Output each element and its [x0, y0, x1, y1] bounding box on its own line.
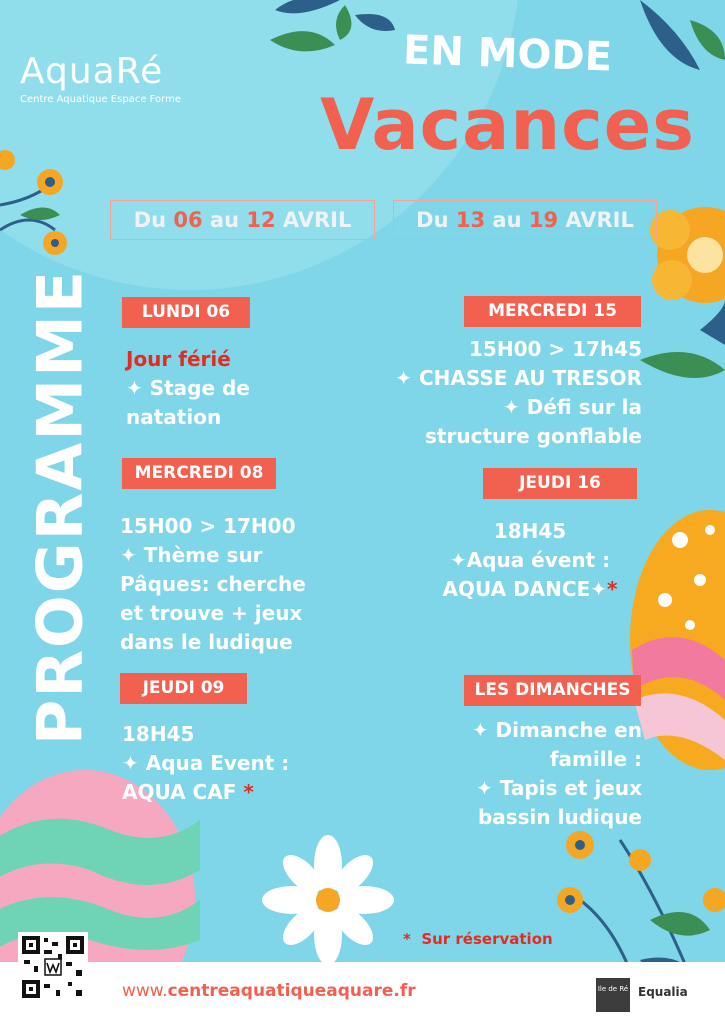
- website-domain: centreaquatiqueaquare.fr: [167, 981, 416, 1001]
- day-tag-jeudi-09: JEUDI 09: [120, 673, 247, 704]
- ile-de-re-logo: [596, 978, 630, 1012]
- reservation-note-star: *: [403, 930, 411, 948]
- event-dimanches: [400, 716, 642, 832]
- reservation-note-text: Sur réservation: [421, 930, 553, 948]
- event-line: 18H45: [122, 722, 195, 746]
- period-1-au: au: [209, 208, 240, 232]
- period-1-du: Du: [133, 208, 167, 232]
- website-link[interactable]: [122, 981, 416, 1001]
- event-line: ✦ CHASSE AU TRESOR: [395, 366, 642, 390]
- day-tag-mercredi-08: MERCREDI 08: [122, 458, 276, 489]
- qr-code[interactable]: [18, 932, 88, 1002]
- event-line: ✦Aqua évent :: [449, 548, 611, 572]
- event-line: 15H00 > 17H00: [120, 514, 296, 538]
- event-mercredi-08: [120, 512, 360, 657]
- event-line: 15H00 > 17h45: [469, 337, 642, 361]
- period-1: [110, 200, 375, 240]
- reservation-star: *: [607, 577, 618, 601]
- period-2: [393, 200, 657, 240]
- event-line: ✦ Thème sur: [120, 543, 263, 567]
- period-1-start: 06: [173, 208, 203, 232]
- period-2-du: Du: [416, 208, 449, 232]
- event-line: et trouve + jeux: [120, 601, 303, 625]
- period-1-end: 12: [246, 208, 276, 232]
- period-2-start: 13: [455, 208, 486, 232]
- event-line: structure gonflable: [425, 424, 642, 448]
- header-line1: EN MODE: [402, 27, 613, 81]
- equalia-logo: Equalia: [638, 985, 688, 999]
- event-line: famille :: [549, 747, 642, 771]
- ile-de-re-label: Ile de Ré: [597, 985, 629, 993]
- period-1-month: AVRIL: [282, 208, 352, 232]
- header-title: Vacances: [320, 84, 695, 166]
- event-jeudi-16: [430, 517, 630, 604]
- event-line: ✦ Stage de: [126, 376, 250, 400]
- period-2-end: 19: [528, 208, 559, 232]
- event-line: AQUA DANCE✦: [442, 577, 607, 601]
- event-line: AQUA CAF: [122, 780, 237, 804]
- day-tag-jeudi-16: JEUDI 16: [483, 468, 637, 499]
- event-jeudi-09: [122, 720, 362, 807]
- aquare-logo: [20, 52, 220, 106]
- right-egg-decoration: [630, 510, 725, 770]
- day-tag-dimanches: LES DIMANCHES: [464, 675, 641, 706]
- website-prefix: www.: [122, 981, 168, 1001]
- event-line: dans le ludique: [120, 630, 293, 654]
- day-tag-mercredi-15: MERCREDI 15: [464, 296, 641, 327]
- event-lundi: [126, 345, 356, 432]
- period-2-au: au: [492, 208, 522, 232]
- event-line: Pâques: cherche: [120, 572, 306, 596]
- programme-title: [23, 268, 97, 746]
- event-line: ✦ Tapis et jeux: [476, 776, 642, 800]
- event-line: natation: [126, 405, 222, 429]
- event-line: 18H45: [493, 519, 567, 543]
- programme-title-text: PROGRAMME: [23, 268, 97, 746]
- day-tag-lundi: LUNDI 06: [122, 297, 250, 328]
- event-mercredi-15: [370, 335, 642, 451]
- event-line: ✦ Dimanche en: [471, 718, 642, 742]
- event-line: ✦ Défi sur la: [503, 395, 642, 419]
- reservation-note: [403, 930, 553, 948]
- holiday-label: Jour férié: [126, 347, 231, 371]
- event-line: ✦ Aqua Event :: [122, 751, 290, 775]
- logo-name: AquaRé: [20, 51, 164, 92]
- period-2-month: AVRIL: [565, 208, 634, 232]
- logo-subtitle: Centre Aquatique Espace Forme: [20, 94, 181, 105]
- reservation-star: *: [243, 780, 254, 804]
- event-line: bassin ludique: [477, 805, 642, 829]
